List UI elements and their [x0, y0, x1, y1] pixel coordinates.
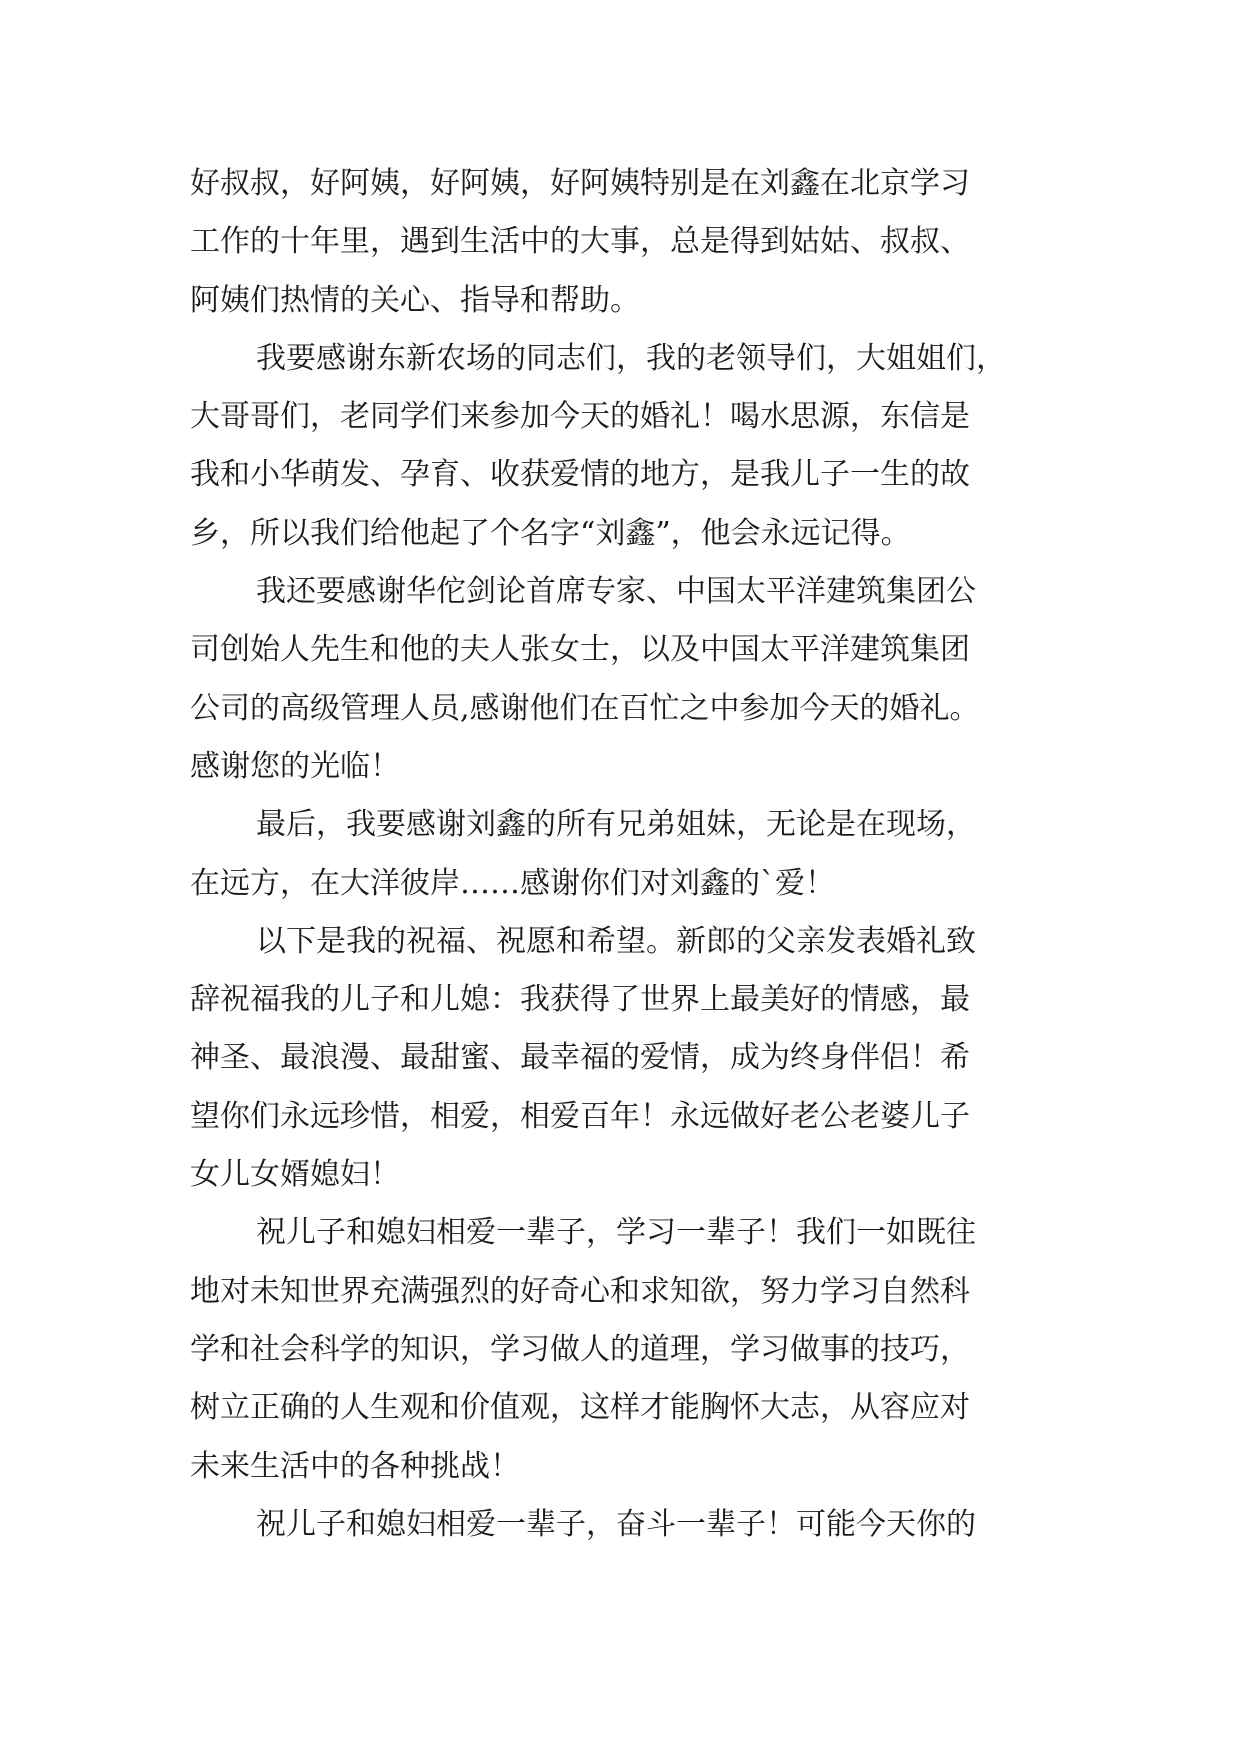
- text-line: 阿姨们热情的关心、指导和帮助。: [190, 282, 640, 318]
- text-line: 地对未知世界充满强烈的好奇心和求知欲，努力学习自然科: [190, 1273, 970, 1309]
- paragraph-start-line: 以下是我的祝福、祝愿和希望。新郎的父亲发表婚礼致: [256, 923, 976, 959]
- text-line: 未来生活中的各种挑战！: [190, 1448, 520, 1484]
- paragraph-start-line: 我还要感谢华佗剑论首席专家、中国太平洋建筑集团公: [256, 574, 976, 610]
- text-line: 在远方，在大洋彼岸……感谢你们对刘鑫的`爱！: [190, 865, 835, 901]
- text-line: 女儿女婿媳妇！: [190, 1157, 400, 1193]
- text-line: 大哥哥们，老同学们来参加今天的婚礼！喝水思源，东信是: [190, 399, 970, 435]
- text-line: 感谢您的光临！: [190, 748, 400, 784]
- paragraph-start-line: 最后，我要感谢刘鑫的所有兄弟姐妹，无论是在现场，: [256, 807, 976, 843]
- text-line: 望你们永远珍惜，相爱，相爱百年！永远做好老公老婆儿子: [190, 1098, 970, 1134]
- text-line: 辞祝福我的儿子和儿媳：我获得了世界上最美好的情感，最: [190, 982, 970, 1018]
- text-line: 公司的高级管理人员,感谢他们在百忙之中参加今天的婚礼。: [190, 690, 980, 726]
- paragraph-start-line: 我要感谢东新农场的同志们，我的老领导们，大姐姐们，: [256, 340, 1006, 376]
- text-line: 乡，所以我们给他起了个名字“刘鑫”，他会永远记得。: [190, 515, 911, 551]
- text-line: 好叔叔，好阿姨，好阿姨，好阿姨特别是在刘鑫在北京学习: [190, 166, 970, 201]
- paragraph-start-line: 祝儿子和媳妇相爱一辈子，学习一辈子！我们一如既往: [256, 1215, 976, 1251]
- text-line: 工作的十年里，遇到生活中的大事，总是得到姑姑、叔叔、: [190, 224, 970, 260]
- text-line: 神圣、最浪漫、最甜蜜、最幸福的爱情，成为终身伴侣！希: [190, 1040, 970, 1076]
- text-line: 学和社会科学的知识，学习做人的道理，学习做事的技巧，: [190, 1331, 970, 1367]
- text-line: 司创始人先生和他的夫人张女士，以及中国太平洋建筑集团: [190, 632, 970, 668]
- text-line: 我和小华萌发、孕育、收获爱情的地方，是我儿子一生的故: [190, 457, 970, 493]
- paragraph-start-line: 祝儿子和媳妇相爱一辈子，奋斗一辈子！可能今天你的: [256, 1506, 976, 1542]
- text-line: 树立正确的人生观和价值观，这样才能胸怀大志，从容应对: [190, 1390, 970, 1426]
- body-text: [190, 155, 1070, 1554]
